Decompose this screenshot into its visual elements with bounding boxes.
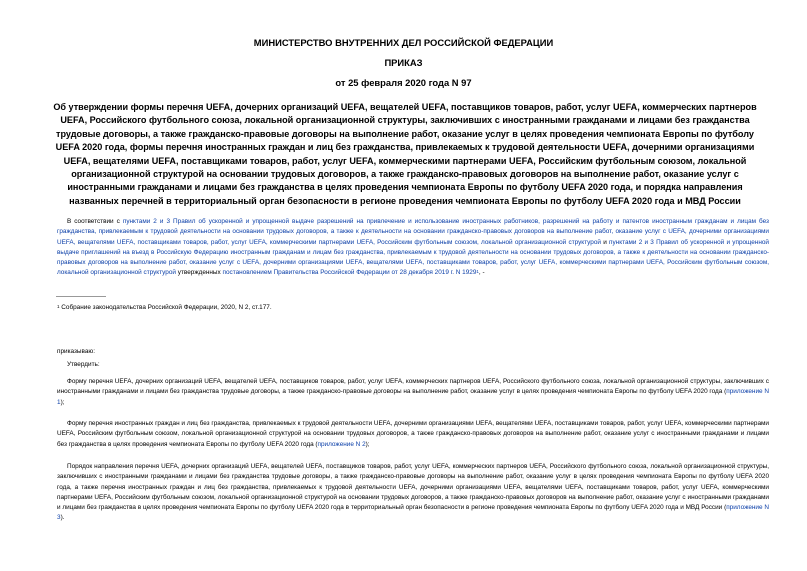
preamble-link-rules-permits[interactable]: пунктами 2 и 3 Правил об ускоренной и упрощенной выдаче разрешений на привлечение и использование иностранных работников, разрешений на работу и патентов иностранным гражданам и лицам без гражданства, привлекаемым к трудовой деятельности на основании трудовых договоров, а также к деятельности на основании гражданско-правовых договоров на выполнение работ, оказание услуг с UEFA, дочерними организациями UEFA, вещателями UEFA, поставщиками товаров, работ, услуг UEFA, коммерческими партнерами UEFA, Российским футбольным союзом, локальной организационной структурой xyxy=(57,218,769,246)
footnote xyxy=(57,303,557,313)
item-3-paragraph xyxy=(57,462,769,524)
item-2-appendix-link[interactable]: приложение N 2 xyxy=(317,440,366,448)
footnote-reference[interactable]: 1 xyxy=(476,269,479,275)
item-1-tail: ); xyxy=(60,398,65,406)
item-1-paragraph xyxy=(57,377,769,408)
preamble-link-government-decree[interactable]: постановлением Правительства Российской Федерации от 28 декабря 2019 г. N 1929 xyxy=(222,269,477,277)
preamble-paragraph xyxy=(57,217,769,279)
item-2-tail: ); xyxy=(365,440,370,448)
order-word: приказываю: xyxy=(57,348,95,355)
preamble-text-1: В соответствии с xyxy=(67,218,123,225)
approve-word: Утвердить: xyxy=(67,361,100,368)
preamble-text-3: утвержденных xyxy=(175,269,223,277)
footnote-text: Собрание законодательства Российской Федерации, 2020, N 2, ст.177. xyxy=(59,304,272,311)
doc-title: Об утверждении формы перечня UEFA, дочерних организаций UEFA, вещателей UEFA, поставщиков товаров, работ, услуг UEFA, коммерческих партнеров UEFA, Российского футбольного союза, локальной организационной структуры, заключивших с иностранными гражданами и лицами без гражданства трудовые договоры, а также гражданско-правовые договоры на выполнение работ, оказание услуг в целях проведения чемпионата Европы по футболу UEFA 2020 года, формы перечня иностранных граждан и лиц без гражданства, привлекаемых к трудовой деятельности UEFA, дочерними организациями UEFA, вещателями UEFA, поставщиками товаров, работ, услуг UEFA, коммерческими партнерами UEFA, Российским футбольным союзом, локальной организационной структурой на основании трудовых договоров, а также гражданско-правовых договоров на выполнение работ, оказание услуг с иностранными гражданами и лицами без гражданства в целях проведения чемпионата Европы по футболу UEFA 2020 года, и порядка направления названных перечней в территориальный орган безопасности в регионе проведения чемпионата Европы по футболу UEFA 2020 года и МВД России xyxy=(53,102,757,206)
preamble-text-4: , - xyxy=(478,269,485,277)
preamble-link-rules-invitations[interactable]: пунктами 2 и 3 Правил об ускоренной и упрощенной выдаче приглашений на въезд в Российскую Федерацию иностранным гражданам и лицам без гражданства, привлекаемым к трудовой деятельности на основании трудовых договоров, а также к деятельности на основании гражданско-правовых договоров на выполнение работ, оказание услуг с UEFA, дочерними организациями UEFA, вещателями UEFA, поставщиками товаров, работ, услуг UEFA, коммерческими партнерами UEFA, Российским футбольным союзом, локальной организационной структурой xyxy=(57,238,769,277)
footnote-mark: 1 xyxy=(57,304,60,309)
footnote-divider xyxy=(56,296,106,297)
preamble-text-2: и xyxy=(600,238,610,246)
item-3-text: Порядок направления перечня UEFA, дочерних организаций UEFA, вещателей UEFA, поставщиков товаров, работ, услуг UEFA, коммерческих партнеров UEFA, Российского футбольного союза, локальной организационной структуры, заключивших с иностранными гражданами и лицами без гражданства трудовые договоры, а также гражданско-правовые договоры на выполнение работ, оказание услуг в целях проведения чемпионата Европы по футболу UEFA 2020 года, а также перечня иностранных граждан и лиц без гражданства, привлекаемых к трудовой деятельности UEFA, дочерними организациями UEFA, вещателями UEFA, поставщиками товаров, работ, услуг UEFA, коммерческими партнерами UEFA, Российским футбольным союзом, локальной организационной структурой на основании трудовых договоров, а также гражданско-правовых договоров на выполнение работ, оказание услуг с иностранными гражданами и лицами без гражданства в целях проведения чемпионата Европы по футболу UEFA 2020 года в территориальный орган безопасности в регионе проведения чемпионата Европы по футболу UEFA 2020 года и МВД России ( xyxy=(57,463,769,512)
doc-date-number: от 25 февраля 2020 года N 97 xyxy=(335,77,472,88)
item-2-text: Форму перечня иностранных граждан и лиц без гражданства, привлекаемых к трудовой деятельности UEFA, дочерними организациями UEFA, вещателями UEFA, поставщиками товаров, работ, услуг UEFA, коммерческими партнерами UEFA, Российским футбольным союзом, локальной организационной структурой на основании трудовых договоров, а также гражданско-правовых договоров на выполнение работ, оказание услуг с иностранными гражданами и лицами без гражданства в целях проведения чемпионата Европы по футболу UEFA 2020 года ( xyxy=(57,420,769,448)
item-3-appendix-link[interactable]: приложение N 3 xyxy=(57,504,769,522)
item-2-paragraph xyxy=(57,419,769,450)
item-3-tail: ). xyxy=(60,514,65,522)
doc-type-heading: ПРИКАЗ xyxy=(384,57,423,68)
item-1-text: Форму перечня UEFA, дочерних организаций UEFA, вещателей UEFA, поставщиков товаров, работ, услуг UEFA, коммерческих партнеров UEFA, Российского футбольного союза, локальной организационной структуры, заключивших с иностранными гражданами и лицами без гражданства трудовые договоры, а также гражданско-правовые договоры на выполнение работ, оказание услуг в целях проведения чемпионата Европы по футболу UEFA 2020 года ( xyxy=(57,378,769,396)
ministry-heading: МИНИСТЕРСТВО ВНУТРЕННИХ ДЕЛ РОССИЙСКОЙ ФЕДЕРАЦИИ xyxy=(253,37,554,48)
item-1-appendix-link[interactable]: приложение N 1 xyxy=(57,388,769,406)
